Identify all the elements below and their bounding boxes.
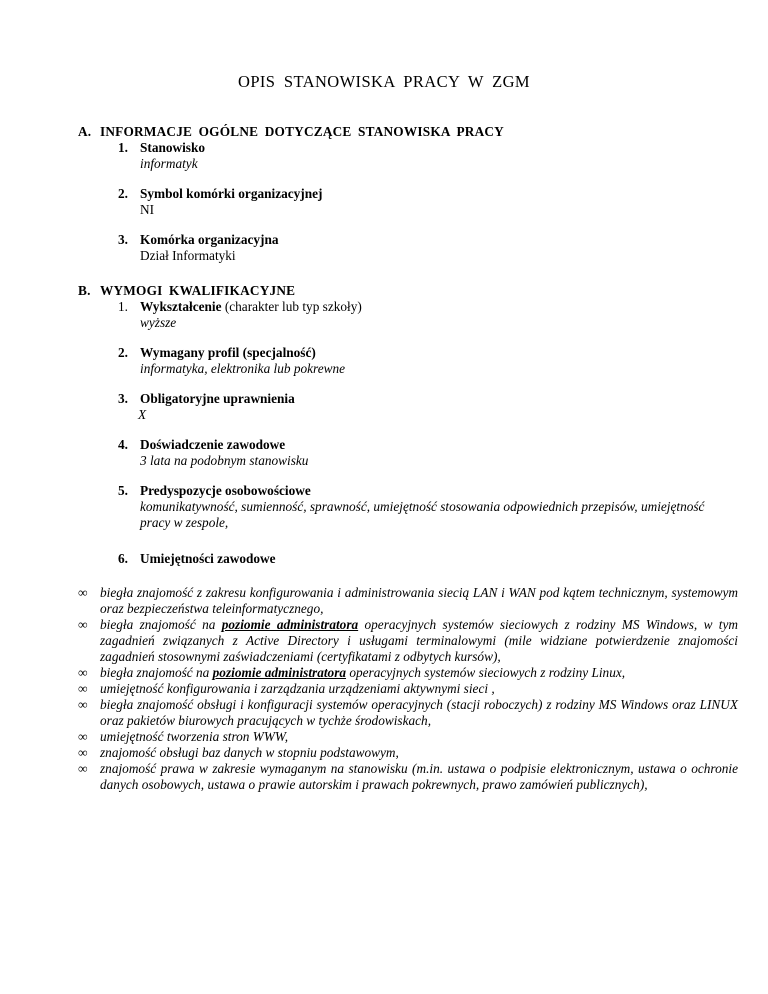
- item-number: 5.: [118, 483, 128, 498]
- infinity-bullet-icon: ∞: [78, 681, 88, 696]
- list-item: [78, 617, 738, 665]
- skill-text: umiejętność konfigurowania i zarządzania urządzeniami aktywnymi sieci ,: [100, 681, 495, 696]
- section-b-letter: B.: [78, 283, 91, 298]
- item-number: 2.: [118, 186, 128, 201]
- item-number: 3.: [118, 391, 128, 406]
- list-item: [78, 697, 738, 729]
- infinity-bullet-icon: ∞: [78, 617, 88, 632]
- list-item: [78, 585, 738, 617]
- section-a-item: [118, 232, 738, 264]
- item-number: 1.: [118, 140, 128, 155]
- list-item: [78, 745, 738, 761]
- item-number: 4.: [118, 437, 128, 452]
- section-a-letter: A.: [78, 124, 92, 139]
- item-value: 3 lata na podobnym stanowisku: [140, 453, 309, 468]
- skill-text: biegła znajomość na poziomie administratora operacyjnych systemów sieciowych z rodziny Linux,: [100, 665, 626, 680]
- infinity-bullet-icon: ∞: [78, 761, 88, 776]
- section-b-item: [118, 483, 738, 531]
- item-label: Symbol komórki organizacyjnej: [140, 186, 323, 201]
- item-value: informatyka, elektronika lub pokrewne: [140, 361, 346, 376]
- skill-text: biegła znajomość na poziomie administratora operacyjnych systemów sieciowych z rodziny MS Windows, w tym zagadnień związanych z Active Directory i usługami terminalowymi (mile widziane potwierdzenie znajomości zagadnień stosownymi zaświadczeniami (certyfikatami z odbytych kursów),: [100, 617, 739, 664]
- skill-text: biegła znajomość obsługi i konfiguracji systemów operacyjnych (stacji roboczych) z rodziny MS Windows oraz LINUX oraz pakietów biurowych pracujących w tychże środowiskach,: [100, 697, 738, 728]
- section-a-item: [118, 186, 738, 218]
- item-label-suffix: (charakter lub typ szkoły): [221, 299, 362, 314]
- infinity-bullet-icon: ∞: [78, 585, 88, 600]
- skill-text: znajomość prawa w zakresie wymaganym na stanowisku (m.in. ustawa o podpisie elektronicznym, ustawa o ochronie danych osobowych, ustawa o prawie autorskim i prawach pokrewnych, prawo zamówień publicznych),: [100, 761, 738, 792]
- infinity-bullet-icon: ∞: [78, 745, 88, 760]
- emphasis-underline: poziomie administratora: [212, 665, 347, 680]
- item-value: komunikatywność, sumienność, sprawność, umiejętność stosowania odpowiednich przepisów, umiejętność pracy w zespole,: [140, 499, 705, 530]
- section-a-item: [118, 140, 738, 172]
- item-label: Wymagany profil (specjalność): [140, 345, 316, 360]
- item-value: informatyk: [140, 156, 198, 171]
- item-number: 2.: [118, 345, 128, 360]
- item-label: Stanowisko: [140, 140, 206, 155]
- skill-text: znajomość obsługi baz danych w stopniu podstawowym,: [100, 745, 399, 760]
- item-label: Doświadczenie zawodowe: [140, 437, 286, 452]
- item-label: Obligatoryjne uprawnienia: [140, 391, 295, 406]
- item-number: 6.: [118, 551, 128, 566]
- item-label: Predyspozycje osobowościowe: [140, 483, 311, 498]
- infinity-bullet-icon: ∞: [78, 729, 88, 744]
- section-a-title: INFORMACJE OGÓLNE DOTYCZĄCE STANOWISKA PRACY: [100, 124, 504, 139]
- item-number: 3.: [118, 232, 128, 247]
- item-label: Komórka organizacyjna: [140, 232, 279, 247]
- skill-text: umiejętność tworzenia stron WWW,: [100, 729, 289, 744]
- item-number: 1.: [118, 299, 128, 314]
- section-b-heading: [78, 283, 738, 299]
- list-item: [78, 665, 738, 681]
- infinity-bullet-icon: ∞: [78, 665, 88, 680]
- item-value: NI: [140, 202, 155, 217]
- document-title: OPIS STANOWISKA PRACY W ZGM: [238, 72, 530, 91]
- item-label: Umiejętności zawodowe: [140, 551, 276, 566]
- section-a: [78, 124, 738, 264]
- list-item: [78, 681, 738, 697]
- section-b-item: [118, 437, 738, 469]
- emphasis-underline: poziomie administratora: [221, 617, 359, 632]
- skill-text: biegła znajomość z zakresu konfigurowania i administrowania siecią LAN i WAN pod kątem technicznym, systemowym oraz bezpieczeństwa teleinformatycznego,: [100, 585, 738, 616]
- item-value: wyższe: [140, 315, 177, 330]
- list-item: [78, 729, 738, 745]
- skills-list: [78, 585, 738, 793]
- section-b-item: [118, 299, 738, 331]
- section-b-item: [118, 345, 738, 377]
- item-value: Dział Informatyki: [140, 248, 236, 263]
- list-item: [78, 761, 738, 793]
- section-b: [78, 283, 738, 793]
- section-b-item: [118, 391, 738, 423]
- item-value: X: [138, 407, 147, 422]
- section-b-title: WYMOGI KWALIFIKACYJNE: [100, 283, 296, 298]
- infinity-bullet-icon: ∞: [78, 697, 88, 712]
- section-b-item: [118, 551, 738, 567]
- section-a-heading: [78, 124, 738, 140]
- item-label: Wykształcenie: [140, 299, 222, 314]
